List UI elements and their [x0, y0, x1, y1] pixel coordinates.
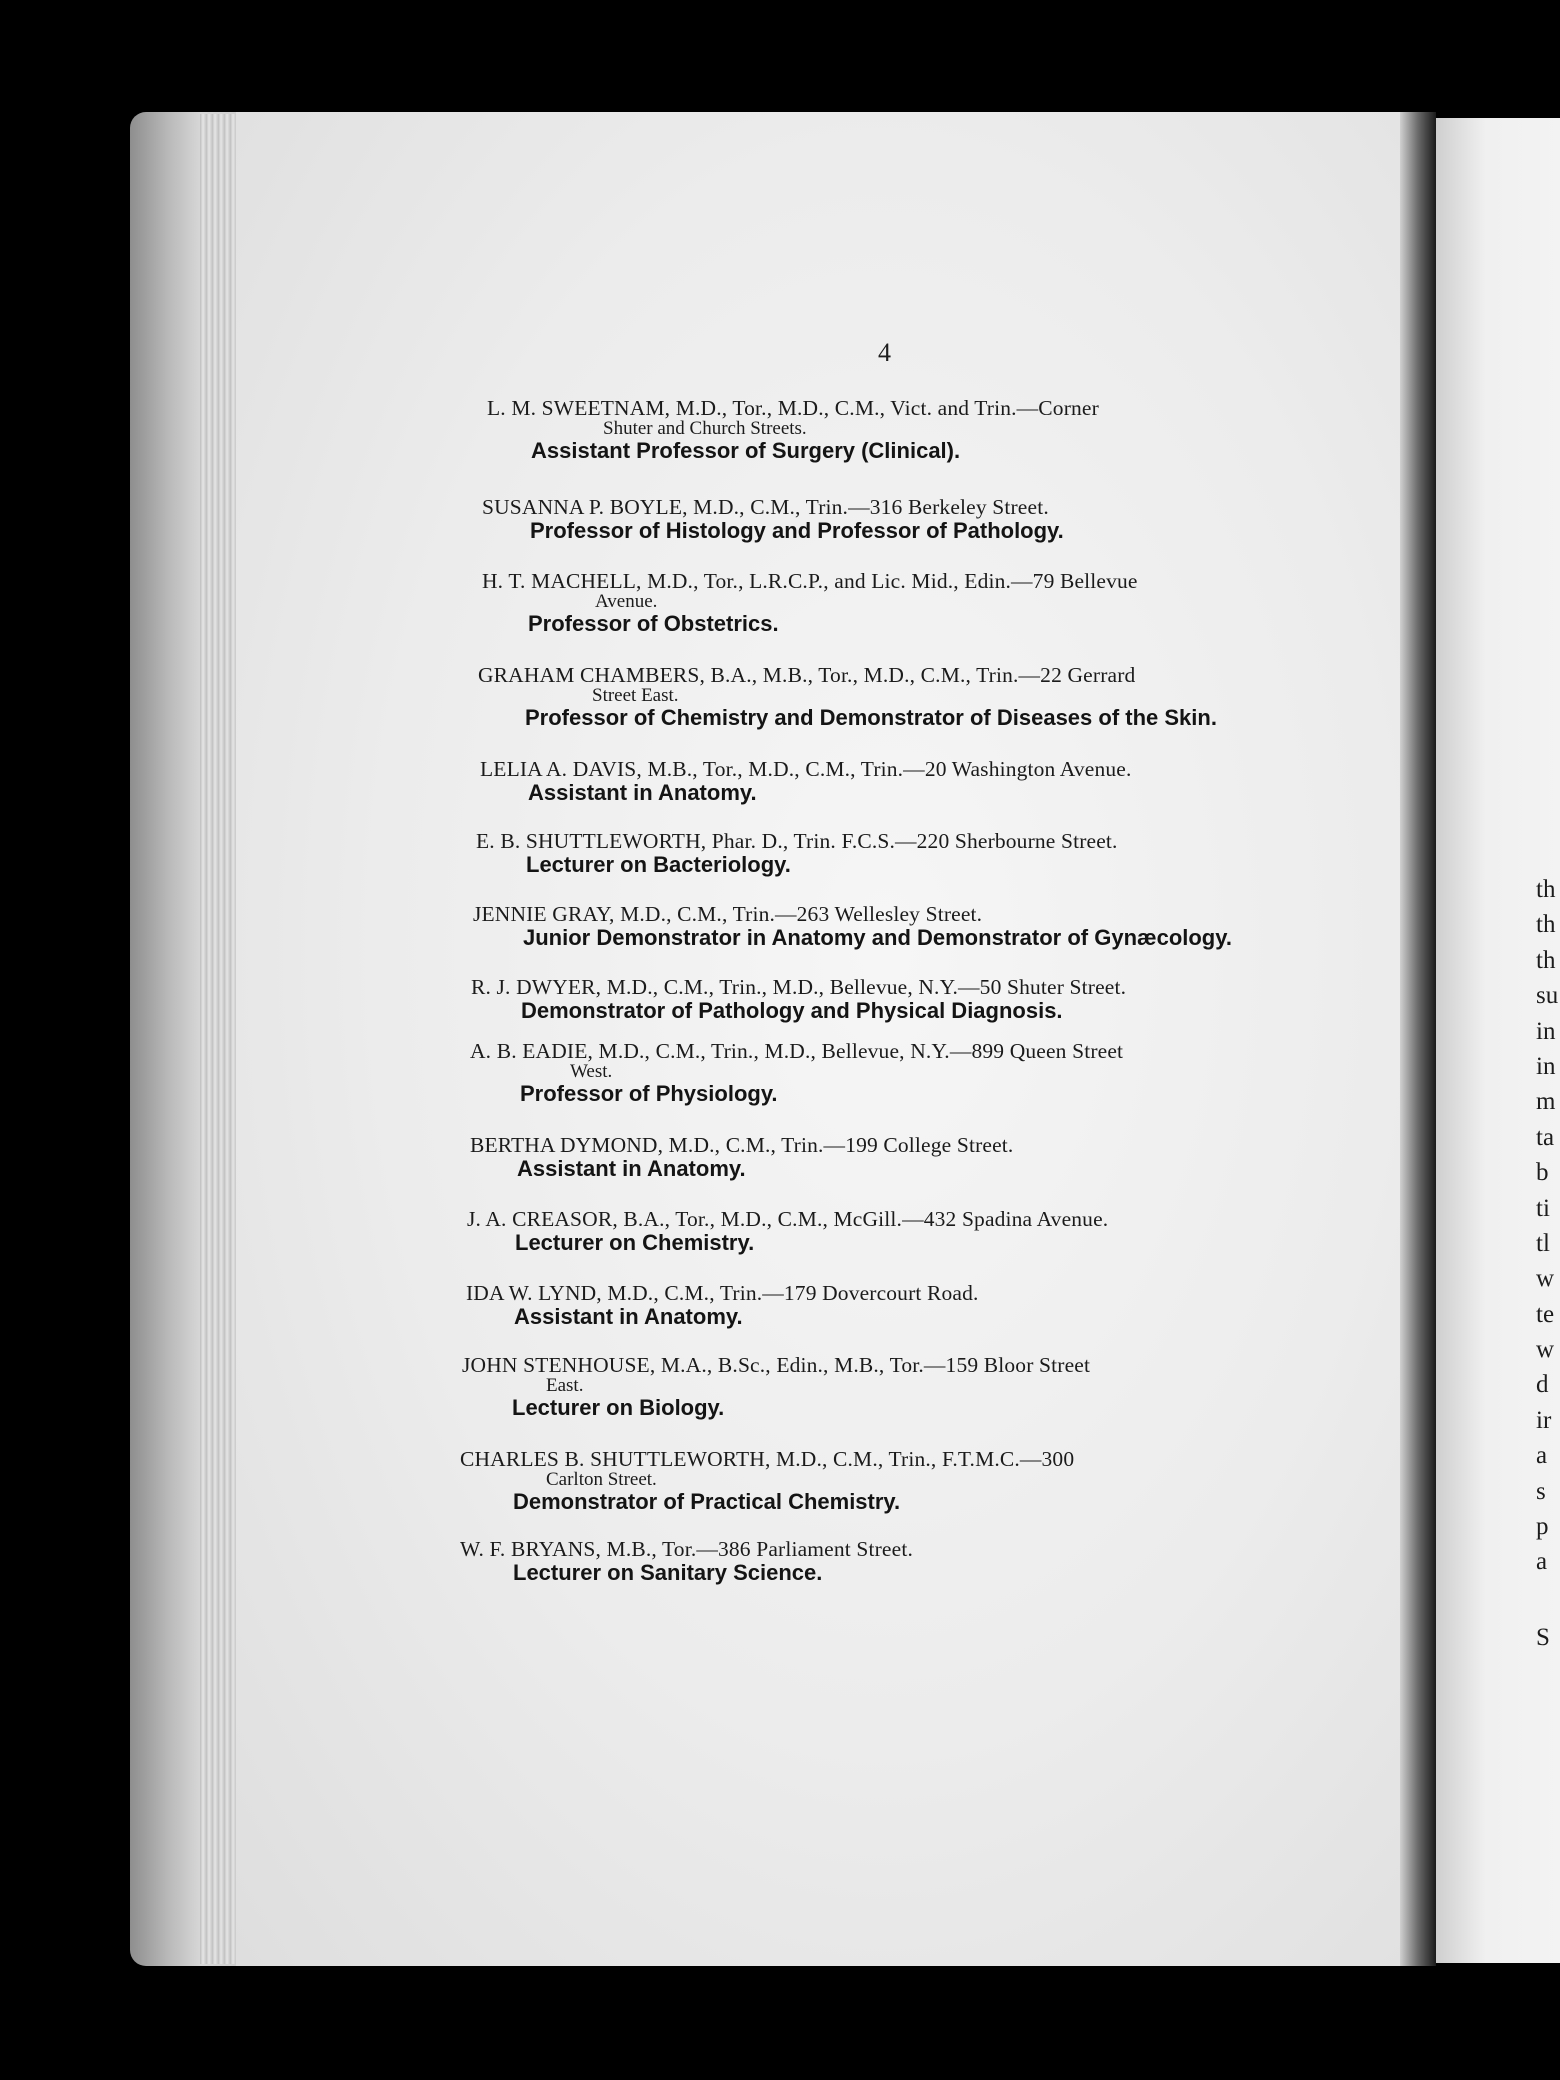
facing-page-text-fragments — [1536, 872, 1560, 1655]
entry-name-line: A. B. EADIE, M.D., C.M., Trin., M.D., Bellevue, N.Y.—899 Queen Street — [470, 1039, 1124, 1063]
facing-page-fragment: w — [1536, 1265, 1555, 1293]
entry-title: Assistant Professor of Surgery (Clinical). — [531, 438, 961, 463]
faculty-entry — [482, 496, 1298, 544]
entry-title: Professor of Chemistry and Demonstrator of Diseases of the Skin. — [525, 705, 1217, 730]
faculty-entry — [467, 1208, 1287, 1256]
entry-continuation-line: Avenue. — [595, 591, 658, 612]
entry-title: Lecturer on Chemistry. — [515, 1230, 755, 1255]
facing-page-fragment: p — [1536, 1513, 1549, 1541]
facing-page-fragment: te — [1536, 1300, 1555, 1328]
facing-page-fragment: s — [1536, 1477, 1546, 1505]
entry-name-line: J. A. CREASOR, B.A., Tor., M.D., C.M., McGill.—432 Spadina Avenue. — [467, 1207, 1109, 1231]
entry-name-line: JENNIE GRAY, M.D., C.M., Trin.—263 Wellesley Street. — [473, 902, 983, 926]
entry-name-line: LELIA A. DAVIS, M.B., Tor., M.D., C.M., Trin.—20 Washington Avenue. — [480, 757, 1132, 781]
entry-title: Demonstrator of Pathology and Physical Diagnosis. — [521, 998, 1063, 1023]
faculty-entry — [460, 1538, 1280, 1586]
faculty-entry — [482, 570, 1298, 637]
entry-continuation-line: Carlton Street. — [546, 1469, 657, 1490]
entry-name-line: JOHN STENHOUSE, M.A., B.Sc., Edin., M.B., Tor.—159 Bloor Street — [462, 1353, 1091, 1377]
entry-title: Lecturer on Bacteriology. — [526, 852, 791, 877]
facing-page-fragment: in — [1536, 1017, 1556, 1045]
entry-title: Lecturer on Biology. — [512, 1395, 725, 1420]
entry-title: Assistant in Anatomy. — [528, 780, 757, 805]
facing-page-fragment: ta — [1536, 1123, 1555, 1151]
entry-title: Demonstrator of Practical Chemistry. — [513, 1489, 901, 1514]
facing-page-fragment: m — [1536, 1088, 1556, 1116]
facing-page-fragment: w — [1536, 1336, 1555, 1364]
entry-continuation-line: Street East. — [592, 685, 679, 706]
entry-name-line: SUSANNA P. BOYLE, M.D., C.M., Trin.—316 Berkeley Street. — [482, 495, 1049, 519]
entry-name-line: W. F. BRYANS, M.B., Tor.—386 Parliament Street. — [460, 1537, 913, 1561]
facing-page-fragment: d — [1536, 1371, 1549, 1399]
faculty-entry — [466, 1282, 1286, 1330]
entry-name-line: BERTHA DYMOND, M.D., C.M., Trin.—199 College Street. — [470, 1133, 1014, 1157]
faculty-entry — [480, 758, 1300, 806]
faculty-entry — [462, 1354, 1292, 1421]
entry-name-line: GRAHAM CHAMBERS, B.A., M.B., Tor., M.D., C.M., Trin.—22 Gerrard — [478, 663, 1136, 687]
entry-title: Professor of Obstetrics. — [528, 611, 779, 636]
entry-title: Assistant in Anatomy. — [514, 1304, 743, 1329]
fragment-gap — [1536, 1580, 1560, 1620]
entry-name-line: E. B. SHUTTLEWORTH, Phar. D., Trin. F.C.S.—220 Sherbourne Street. — [476, 829, 1118, 853]
facing-page-fragment: tl — [1536, 1229, 1550, 1257]
entry-continuation-line: Shuter and Church Streets. — [603, 418, 807, 439]
faculty-entry — [487, 397, 1303, 464]
facing-page-fragment: a — [1536, 1548, 1548, 1576]
entry-title: Professor of Histology and Professor of Pathology. — [530, 518, 1064, 543]
faculty-entry — [460, 1448, 1290, 1515]
book-gutter — [1400, 112, 1436, 1966]
faculty-entry — [473, 903, 1293, 951]
entry-title: Junior Demonstrator in Anatomy and Demonstrator of Gynæcology. — [523, 925, 1232, 950]
facing-page-fragment: th — [1536, 946, 1556, 974]
facing-page-fragment: th — [1536, 876, 1556, 903]
entry-name-line: L. M. SWEETNAM, M.D., Tor., M.D., C.M., Vict. and Trin.—Corner — [487, 396, 1099, 420]
entry-name-line: R. J. DWYER, M.D., C.M., Trin., M.D., Bellevue, N.Y.—50 Shuter Street. — [471, 975, 1127, 999]
faculty-entry — [470, 1134, 1290, 1182]
facing-page-fragment: b — [1536, 1159, 1549, 1187]
entry-continuation-line: East. — [546, 1375, 584, 1396]
entry-name-line: CHARLES B. SHUTTLEWORTH, M.D., C.M., Trin., F.T.M.C.—300 — [460, 1447, 1075, 1471]
faculty-entry — [471, 976, 1291, 1024]
facing-page-fragment: ti — [1536, 1194, 1550, 1222]
faculty-entry — [476, 830, 1296, 878]
facing-page-fragment: in — [1536, 1052, 1556, 1080]
entry-name-line: IDA W. LYND, M.D., C.M., Trin.—179 Dovercourt Road. — [466, 1281, 979, 1305]
facing-page-fragment: S — [1536, 1623, 1550, 1651]
faculty-entry — [470, 1040, 1300, 1107]
facing-page-fragment: a — [1536, 1442, 1548, 1470]
facing-page-fragment: th — [1536, 911, 1556, 939]
faculty-entry — [478, 664, 1298, 731]
entry-title: Lecturer on Sanitary Science. — [513, 1560, 823, 1585]
entry-title: Professor of Physiology. — [520, 1081, 778, 1106]
entry-title: Assistant in Anatomy. — [517, 1156, 746, 1181]
page-number: 4 — [878, 338, 891, 367]
facing-page-fragment: su — [1536, 982, 1559, 1010]
page-edge-lines — [200, 114, 240, 1964]
entry-continuation-line: West. — [570, 1061, 613, 1082]
facing-page-fragment: ir — [1536, 1406, 1552, 1434]
entry-name-line: H. T. MACHELL, M.D., Tor., L.R.C.P., and Lic. Mid., Edin.—79 Bellevue — [482, 569, 1138, 593]
